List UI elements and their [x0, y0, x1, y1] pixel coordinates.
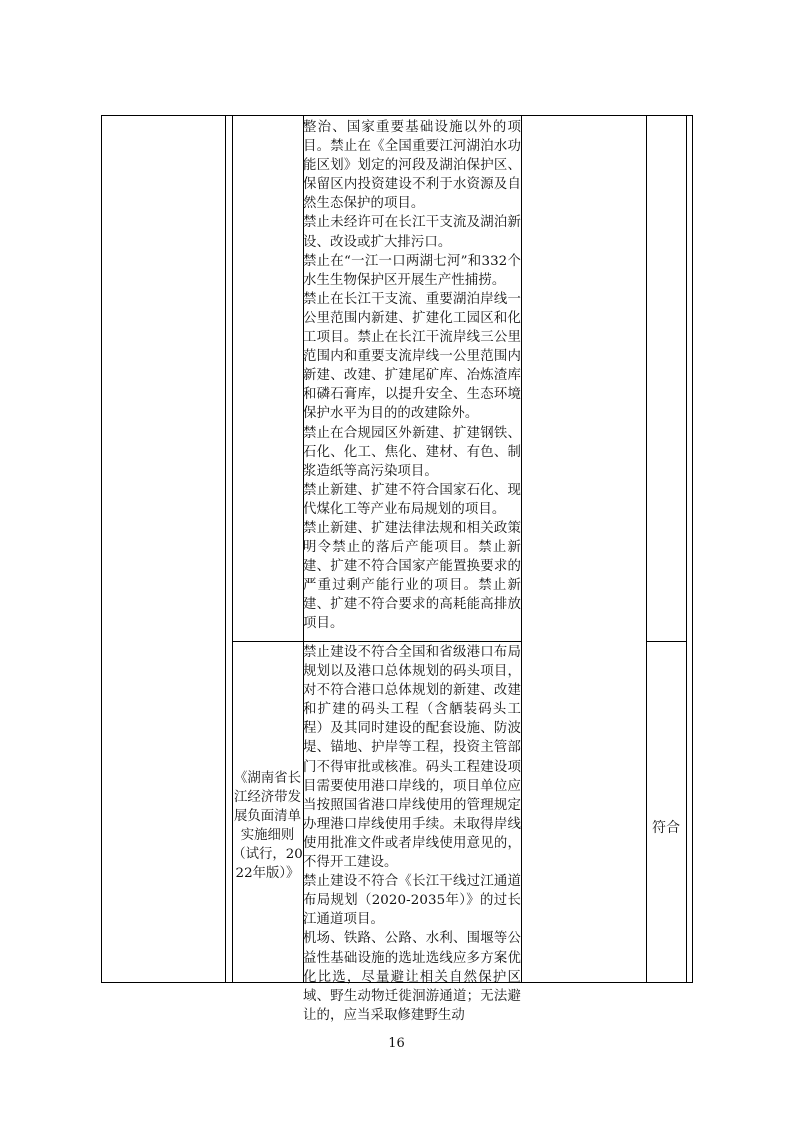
column-divider	[686, 115, 687, 983]
requirement-paragraph: 禁止建设不符合全国和省级港口布局规划以及港口总体规划的码头项目，对不符合港口总体规划的新建、改建和扩建的码头工程（含舾装码头工程）及其同时建设的配套设施、防波堤、锚地、护岸等工程，投资主管部门不得审批或核准。码头工程建设项目需要使用港口岸线的，项目单位应当按照国省港口岸线使用的管理规定办理港口岸线使用手续。未取得岸线使用批准文件或者岸线使用意见的，不得开工建设。	[303, 645, 521, 871]
requirement-paragraph: 机场、铁路、公路、水利、围堰等公益性基础设施的选址选线应多方案优化比选，尽量避让相关自然保护区域、野生动物迁徙洄游通道；无法避让的，应当采取修建野生动	[303, 931, 521, 1023]
regulation-name: 《湖南省长江经济带发展负面清单实施细则（试行，2022年版）》	[232, 771, 303, 882]
column-divider	[521, 115, 522, 983]
requirement-paragraph: 禁止未经许可在长江干支流及湖泊新设、改设或扩大排污口。	[303, 215, 521, 250]
requirement-paragraph: 禁止建设不符合《长江干线过江通道布局规划（2020-2035年）》的过长江通道项目。	[303, 874, 521, 928]
column-divider	[646, 115, 647, 983]
requirement-paragraph: 禁止在合规园区外新建、扩建钢铁、石化、化工、焦化、建材、有色、制浆造纸等高污染项目。	[303, 425, 521, 479]
requirement-cell-lower	[303, 643, 521, 1025]
column-divider	[225, 115, 226, 983]
requirement-paragraph: 整治、国家重要基础设施以外的项目。禁止在《全国重要江河湖泊水功能区划》划定的河段及湖泊保护区、保留区内投资建设不利于水资源及自然生态保护的项目。	[303, 120, 521, 212]
page-number: 16	[388, 1036, 405, 1051]
requirement-cell-upper	[303, 118, 521, 634]
requirement-paragraph: 禁止新建、扩建法律法规和相关政策明令禁止的落后产能项目。禁止新建、扩建不符合国家产能置换要求的严重过剩产能行业的项目。禁止新建、扩建不符合要求的高耗能高排放项目。	[303, 520, 521, 632]
compliance-result: 符合	[652, 820, 680, 836]
requirement-paragraph: 禁止新建、扩建不符合国家石化、现代煤化工等产业布局规划的项目。	[303, 482, 521, 517]
row-divider	[232, 641, 521, 642]
requirement-paragraph: 禁止在长江干支流、重要湖泊岸线一公里范围内新建、扩建化工园区和化工项目。禁止在长江干流岸线三公里范围内和重要支流岸线一公里范围内新建、改建、扩建尾矿库、冶炼渣库和磷石膏库，以提升安全、生态环境保护水平为目的的改建除外。	[303, 291, 521, 422]
requirement-paragraph: 禁止在“一江一口两湖七河”和332个水生生物保护区开展生产性捕捞。	[303, 253, 521, 288]
row-divider	[646, 641, 686, 642]
